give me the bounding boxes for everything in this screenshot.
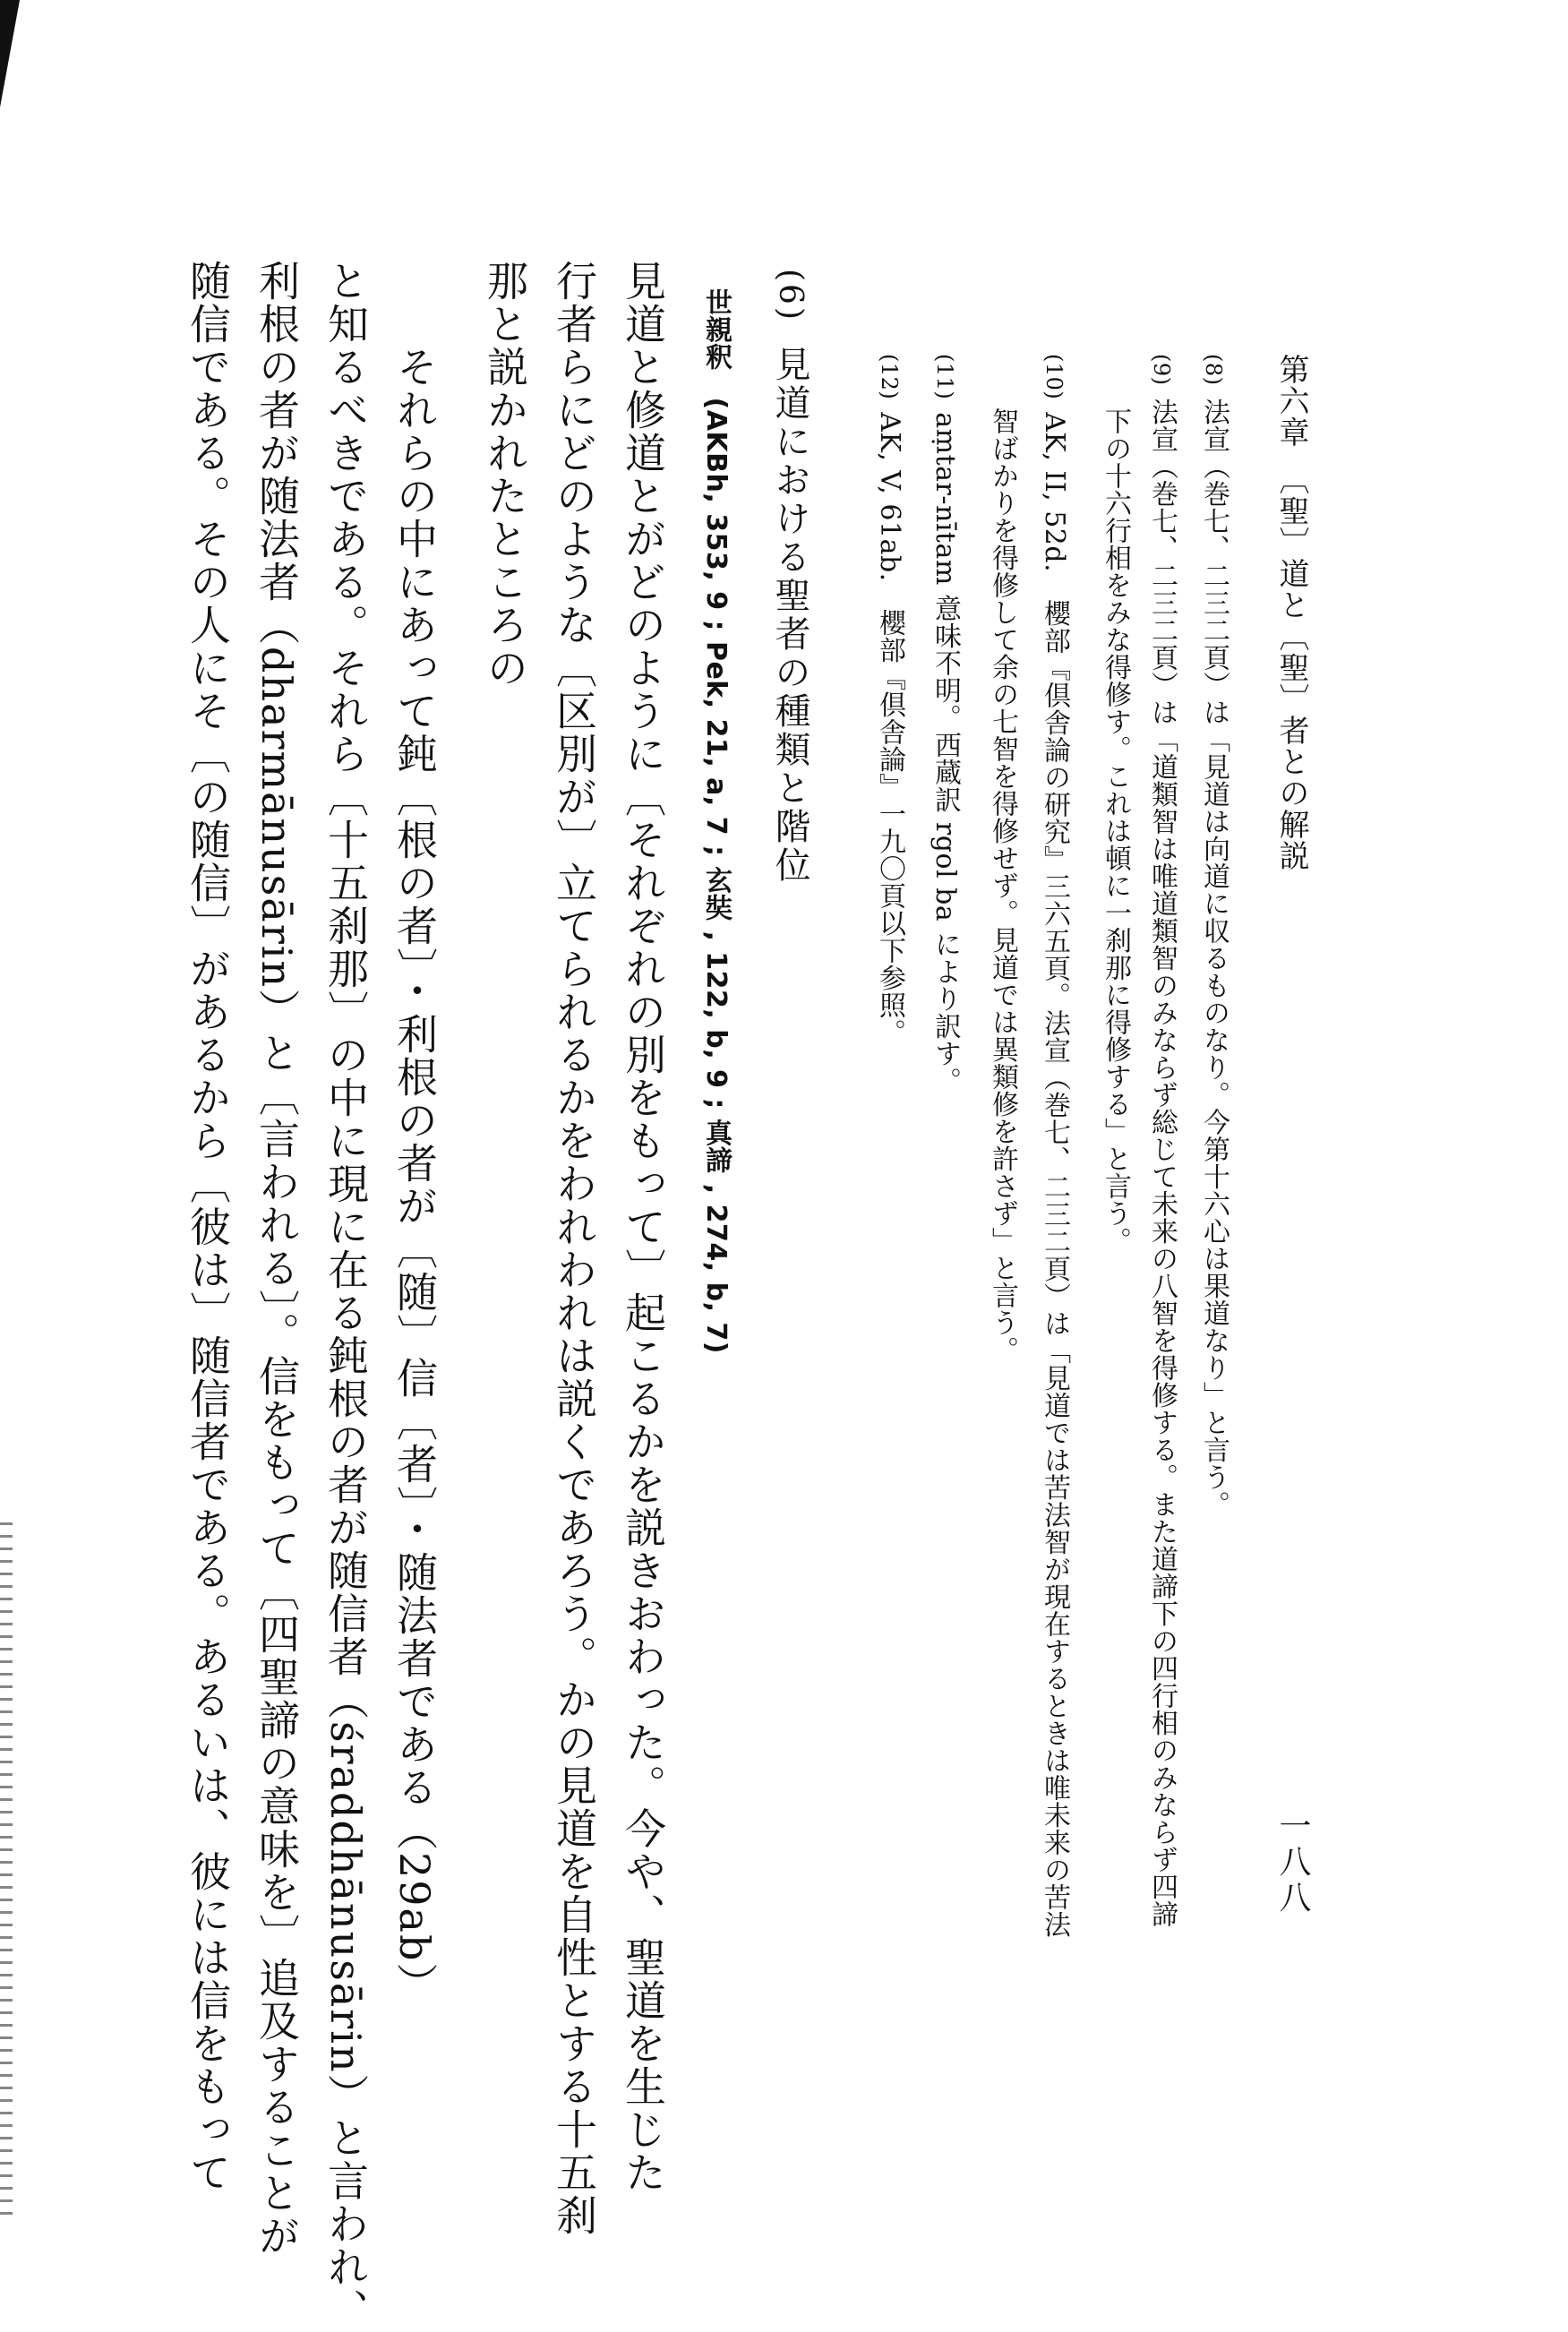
section-title: 見道における聖者の種類と階位 (769, 346, 810, 885)
note-text: 智ばかりを得修して余の七智を得修せず。見道では異類修を許さず」と言う。 (987, 407, 1018, 1364)
body-line-7: 随信である。その人にそ〔の随信〕があるから〔彼は〕随信者である。あるいは、彼には信をもって (184, 260, 232, 2194)
section-number: (6) (772, 269, 809, 322)
note-number: (10) (1041, 354, 1067, 400)
note-number: (9) (1149, 354, 1174, 386)
section-heading (769, 269, 810, 885)
note-10 (1039, 354, 1070, 1939)
note-12 (876, 354, 903, 1046)
body-line-5: と知るべきである。それら〔十五刹那〕の中に現に在る鈍根の者が随信者（śraddhānusārin）と言われ、 (321, 260, 370, 2332)
body-line-2: 行者らにどのような〔区別が〕立てられるかをわれわれは説くであろう。かの見道を自性とする十五刹 (550, 260, 598, 2237)
scan-edge-artifact (0, 1522, 13, 2221)
note-text: 下の十六行相をみな得修す。これは頓に一刹那に得修する」と言う。 (1100, 407, 1131, 1255)
running-head: 第六章 〔聖〕道と〔聖〕者との解説 (1273, 354, 1309, 871)
body-line-6: 利根の者が随法者（dharmānusārin）と〔言われる〕。信をもって〔四聖諦の意味を〕追及することが (253, 260, 301, 2259)
note-9 (1146, 354, 1178, 1928)
note-number: (8) (1201, 354, 1226, 386)
note-text: AK, II, 52d. 櫻部『倶舎論の研究』三六五頁。法宣（巻七、二三二頁）は「見道では苦法智が現在するときは唯未来の苦法 (1039, 412, 1070, 1939)
note-text: 法宣（巻七、二三二頁）は「見道は向道に収るものなり。今第十六心は果道なり」と言う。 (1198, 398, 1230, 1518)
source-refs: (AKBh, 353, 9 ; Pek, 21, a, 7 ; 玄奘 , 122, b, 9 ; 真諦 , 274, b, 7) (700, 397, 732, 1354)
note-text: 法宣（巻七、二三二頁）は「道類智は唯道類智のみならず総じて未来の八智を得修する。また道諦下の四行相のみならず四諦 (1146, 398, 1178, 1928)
note-number: (12) (877, 354, 902, 400)
source-reference (700, 288, 732, 1354)
page-number: 一八八 (1274, 1809, 1311, 1916)
body-line-4: それらの中にあって鈍〔根の者〕・利根の者が〔随〕信〔者〕・随法者である（29ab） (390, 260, 439, 2006)
body-line-3: 那と説かれたところの (481, 260, 529, 690)
note-10-continued (987, 407, 1018, 1364)
note-text: aṃtar-nītam 意味不明。西蔵訳 rgol ba により訳す。 (930, 412, 961, 1095)
note-number: (11) (932, 354, 957, 400)
note-text: AK, V, 61ab. 櫻部『倶舎論』一九〇頁以下参照。 (874, 412, 905, 1047)
note-8 (1198, 354, 1230, 1518)
binding-mark (0, 0, 20, 107)
body-line-1: 見道と修道とがどのように〔それぞれの別をもって〕起こるかを説きおわった。今や、聖道を生じた (619, 260, 667, 2194)
note-9-continued (1100, 407, 1131, 1255)
note-11 (930, 354, 961, 1095)
source-label: 世親釈 (700, 288, 732, 371)
